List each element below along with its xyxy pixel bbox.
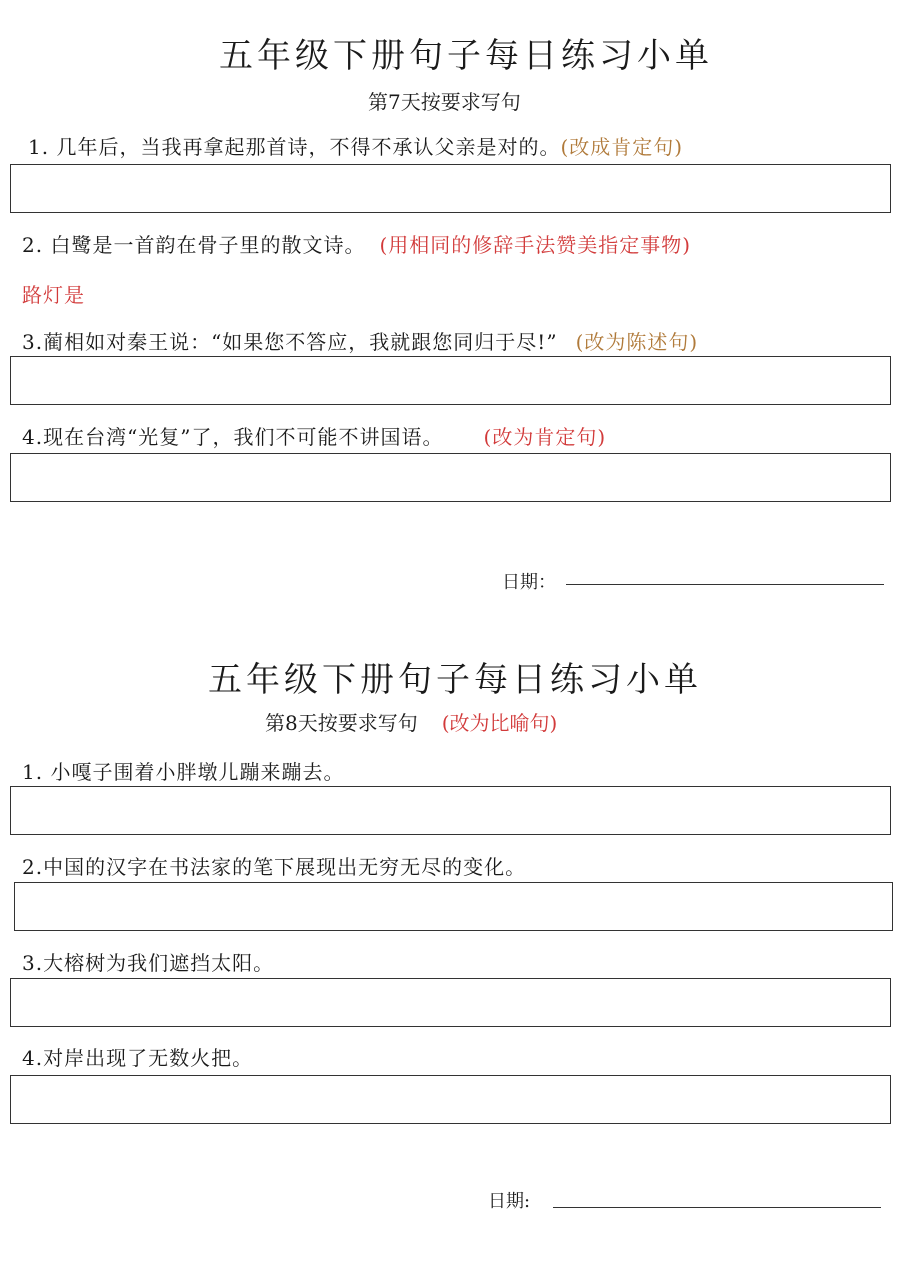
question-hint: (用相同的修辞手法赞美指定事物) — [379, 233, 692, 257]
sheet1-subtitle: 第7天按要求写句 — [368, 90, 521, 114]
sheet2-question-4: 4.对岸出现了无数火把。 — [22, 1046, 254, 1070]
sheet2-answer-box-2[interactable] — [14, 882, 893, 931]
sheet2-date-label: 日期: — [488, 1191, 531, 1212]
sheet2-question-1: 1. 小嘎子围着小胖墩儿蹦来蹦去。 — [22, 760, 345, 784]
subtitle-text: 第8天按要求写句 — [265, 711, 418, 735]
sheet2-subtitle — [265, 707, 557, 736]
question-text: 2. 白鹭是一首韵在骨子里的散文诗。 — [22, 233, 366, 257]
sheet1-date-line[interactable] — [566, 584, 884, 585]
sheet2-answer-box-4[interactable] — [10, 1075, 891, 1124]
sheet1-question-3 — [22, 326, 698, 355]
sheet1-answer-box-4[interactable] — [10, 453, 891, 502]
sheet2-answer-box-3[interactable] — [10, 978, 891, 1027]
sheet1-question-2 — [22, 229, 691, 258]
sheet1-date-label: 日期： — [502, 572, 556, 593]
subtitle-hint: (改为比喻句) — [441, 711, 558, 735]
question-text: 1. 几年后，当我再拿起那首诗，不得不承认父亲是对的。 — [28, 135, 561, 159]
sheet1-answer-box-3[interactable] — [10, 356, 891, 405]
question-hint: (改为肯定句) — [483, 425, 607, 449]
sheet2-question-2: 2.中国的汉字在书法家的笔下展现出无穷无尽的变化。 — [22, 855, 527, 879]
question-hint: (改为陈述句) — [575, 330, 699, 354]
question-text: 4.现在台湾“光复”了，我们不可能不讲国语。 — [22, 425, 444, 449]
sheet1-answer-box-1[interactable] — [10, 164, 891, 213]
sheet2-date-line[interactable] — [553, 1207, 881, 1208]
sheet1-prompt-streetlight: 路灯是 — [22, 283, 85, 307]
sheet2-question-3: 3.大榕树为我们遮挡太阳。 — [22, 951, 275, 975]
question-text: 3.蔺相如对秦王说：“如果您不答应，我就跟您同归于尽!” — [22, 330, 558, 354]
sheet2-answer-box-1[interactable] — [10, 786, 891, 835]
sheet1-title: 五年级下册句子每日练习小单 — [219, 36, 713, 76]
sheet1-question-1 — [28, 131, 683, 160]
sheet2-title: 五年级下册句子每日练习小单 — [208, 660, 702, 700]
question-hint: (改成肯定句) — [560, 135, 684, 159]
sheet1-question-4 — [22, 421, 606, 450]
